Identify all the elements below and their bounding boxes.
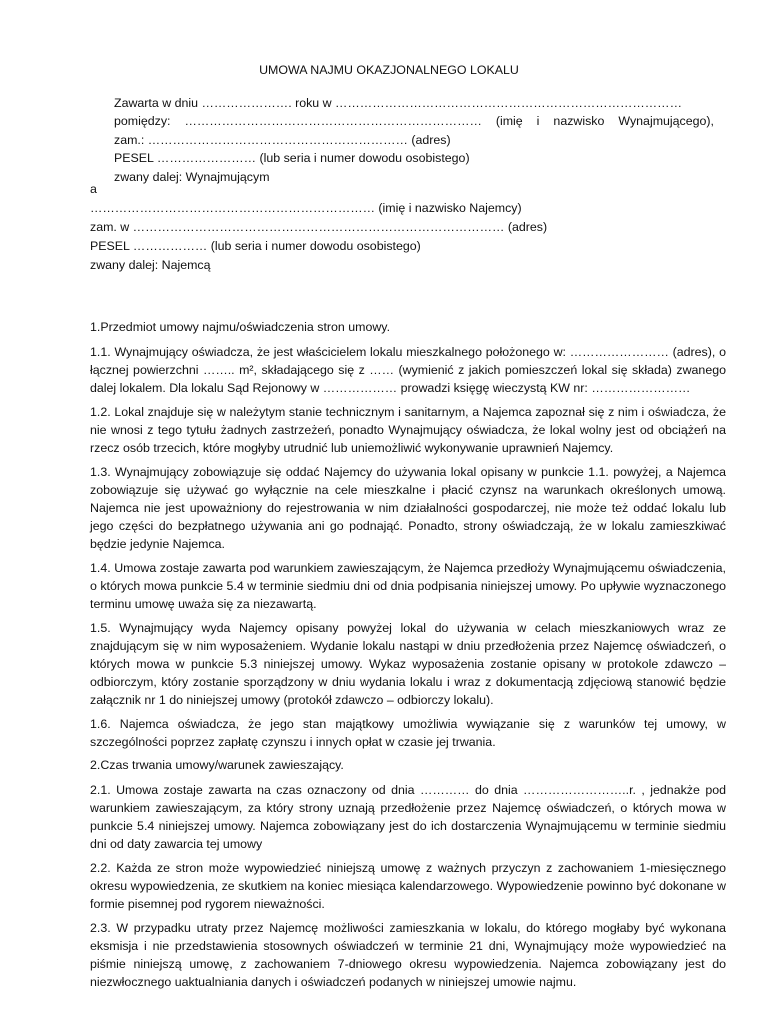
paragraph-1-4: 1.4. Umowa zostaje zawarta pod warunkiem zawieszającym, że Najemca przedłoży Wynajmującemu oświadczenia, o których mowa punkcie 5.4 w terminie siedmiu dni od dnia podpisania niniejszej umowy. Po upływie wyznaczonego terminu umowę uważa się za niezawartą. <box>90 561 726 611</box>
landlord-pesel-line: PESEL …………………… (lub seria i numer dowodu osobistego) <box>114 151 470 166</box>
paragraph-1-1: 1.1. Wynajmujący oświadcza, że jest właścicielem lokalu mieszkalnego położonego w: …………………… (adres), o łącznej powierzchni …….. m², składającego się z …… (wymienić z jakich pomieszczeń lokal się składa) zwanego dalej lokalem. Dla lokalu Sąd Rejonowy w ……………… prowadzi księgę wieczystą KW nr: …………………… <box>90 345 726 395</box>
paragraph-1-5: 1.5. Wynajmujący wyda Najemcy opisany powyżej lokal do używania w celach mieszkaniowych wraz ze znajdującym się w nim wyposażeniem. Wydanie lokalu nastąpi w dniu przedłożenia przez Najemcę oświadczeń, o których mowa w punkcie 5.3 niniejszej umowy. Wykaz wyposażenia zostanie opisany w protokole zdawczo – odbiorczym, który zostanie sporządzony w dniu wydania lokalu i wraz z dokumentacją zdjęciową stanowić będzie załącznik nr 1 do niniejszej umowy (protokół zdawczo – odbiorczy lokalu). <box>90 621 726 707</box>
landlord-name-hint-2: i <box>536 114 540 129</box>
tenant-name-line: …………………………………………………………… (imię i nazwisko Najemcy) <box>90 201 522 215</box>
tenant-address-line: zam. w ……………………………………………………………………………… (adres) <box>90 220 548 234</box>
between-line <box>114 112 714 130</box>
paragraph-2-3: 2.3. W przypadku utraty przez Najemcę możliwości zamieszkania w lokalu, do którego mogłaby być wykonana eksmisja i nie przedstawienia stosownych oświadczeń w terminie 21 dni, Wynajmujący może wypowiedzieć na piśmie niniejszą umowę, z zachowaniem 7-dniowego okresu wypowiedzenia. Najemca zobowiązany jest do niezwłocznego uaktualniania danych i oświadczeń podanych w niniejszej umowie najmu. <box>90 921 726 989</box>
tenant-block <box>90 180 726 275</box>
document-title: UMOWA NAJMU OKAZJONALNEGO LOKALU <box>259 63 519 77</box>
paragraph-1-3: 1.3. Wynajmujący zobowiązuje się oddać Najemcy do używania lokal opisany w punkcie 1.1. powyżej, a Najemca zobowiązuje się używać go wyłącznie na cele mieszkalne i płacić czynsz na warunkach określonych umową. Najemca nie jest upoważniony do rejestrowania w nim działalności gospodarczej, nie może też oddać lokalu lub jego części do bezpłatnego używania ani go podnająć. Ponadto, strony oświadczają, że w lokalu zamieszkiwać będzie jedynie Najemca. <box>90 465 726 551</box>
landlord-block <box>114 94 714 186</box>
landlord-name-hint-3: nazwisko <box>553 114 605 129</box>
contract-date-line: Zawarta w dniu …………………. roku w ………………………………………………………………………… <box>114 96 682 110</box>
and-word: a <box>90 182 97 196</box>
tenant-pesel-line: PESEL ……………… (lub seria i numer dowodu osobistego) <box>90 239 421 253</box>
landlord-called-line: zwany dalej: Wynajmującym <box>114 169 270 184</box>
tenant-called-line: zwany dalej: Najemcą <box>90 258 211 272</box>
between-label: pomiędzy: <box>114 114 171 129</box>
section-2 <box>90 756 726 997</box>
landlord-name-dots: ……………………………………………………………… <box>184 114 482 129</box>
section-2-title: 2.Czas trwania umowy/warunek zawieszający. <box>90 758 344 772</box>
paragraph-1-6: 1.6. Najemca oświadcza, że jego stan majątkowy umożliwia wywiązanie się z warunków tej umowy, w szczególności poprzez zapłatę czynszu i innych opłat w czasie jej trwania. <box>90 717 726 749</box>
landlord-name-hint-1: (imię <box>495 114 523 129</box>
section-1-title: 1.Przedmiot umowy najmu/oświadczenia stron umowy. <box>90 320 391 334</box>
landlord-name-hint-4: Wynajmującego), <box>618 114 714 129</box>
section-1 <box>90 318 726 757</box>
paragraph-2-1: 2.1. Umowa zostaje zawarta na czas oznaczony od dnia ………… do dnia ……………………..r. , jednakże pod warunkiem zawieszającym, za który strony uznają przedłożenie przez Najemcę oświadczeń, o których mowa w punkcie 5.4 niniejszej umowy. Najemca zobowiązany jest do ich dostarczenia Wynajmującemu w terminie siedmiu dni od daty zawarcia tej umowy <box>90 783 726 851</box>
paragraph-2-2: 2.2. Każda ze stron może wypowiedzieć niniejszą umowę z ważnych przyczyn z zachowaniem 1-miesięcznego okresu wypowiedzenia, ze skutkiem na koniec miesiąca kalendarzowego. Wypowiedzenie powinno być dokonane w formie pisemnej pod rygorem nieważności. <box>90 861 726 911</box>
paragraph-1-2: 1.2. Lokal znajduje się w należytym stanie technicznym i sanitarnym, a Najemca zapoznał się z nim i oświadcza, że nie wnosi z tego tytułu żadnych zastrzeżeń, ponadto Wynajmujący oświadcza, że lokal wolny jest od obciążeń na rzecz osób trzecich, które mogłyby utrudnić lub uniemożliwić wykonywanie uprawnień Najemcy. <box>90 405 726 455</box>
landlord-address-line: zam.: ……………………………………………………… (adres) <box>114 132 451 147</box>
